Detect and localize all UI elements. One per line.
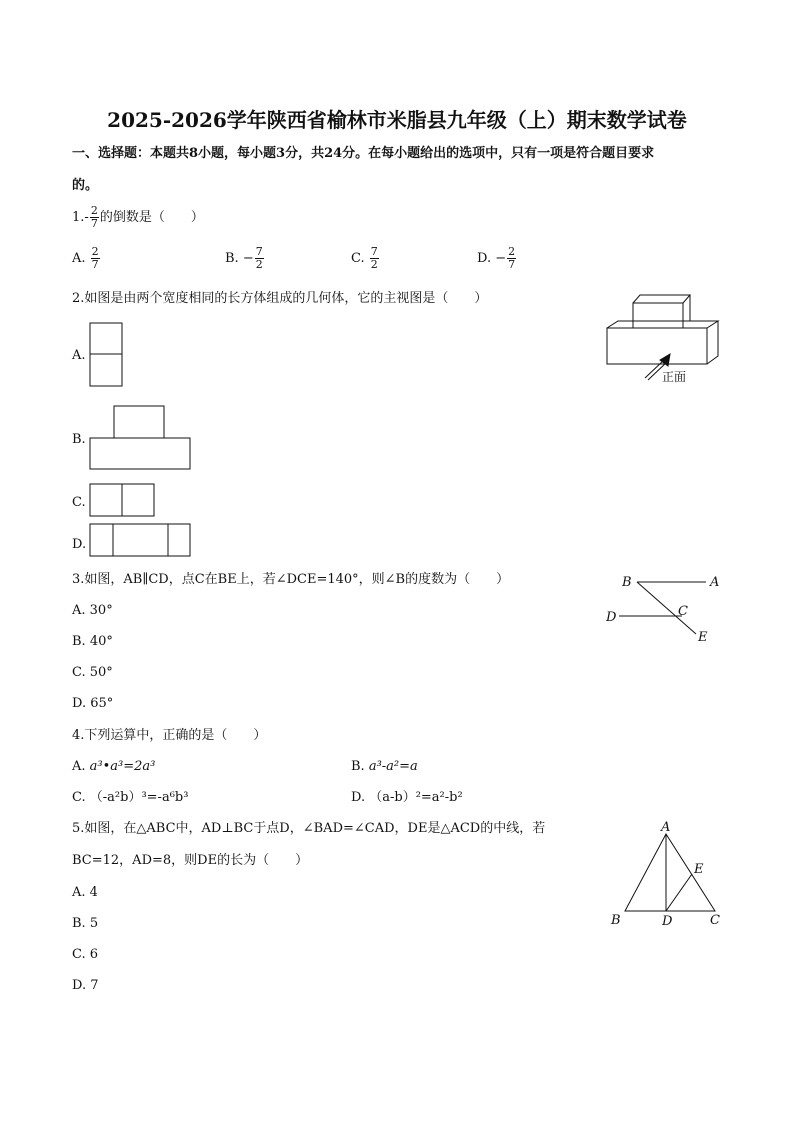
point-c-label: C xyxy=(678,604,688,619)
q2-option-a-label[interactable]: A. xyxy=(72,348,86,363)
question-1-stem xyxy=(72,205,204,230)
option-text: （-a²b）³=-a⁶b³ xyxy=(89,790,189,805)
option-label: D. xyxy=(477,251,492,266)
q4-option-c[interactable] xyxy=(72,790,188,806)
q1-fraction xyxy=(90,205,99,230)
section-heading-line1: 一、选择题：本题共8小题，每小题3分，共24分。在每小题给出的选项中，只有一项是符合题目要求 xyxy=(72,146,655,161)
q1-stem-suffix: 的倒数是（ ） xyxy=(99,210,204,225)
option-label: A. xyxy=(72,251,86,266)
page-title: 2025-2026学年陕西省榆林市米脂县九年级（上）期末数学试卷 xyxy=(107,108,687,132)
option-fraction xyxy=(507,246,516,271)
option-text: a³•a³=2a³ xyxy=(89,759,156,774)
question-5-stem-line2: BC=12，AD=8，则DE的长为（ ） xyxy=(72,853,309,868)
option-sign: − xyxy=(242,251,254,266)
frac-den: 7 xyxy=(91,258,99,271)
option-text: （a-b）²=a²-b² xyxy=(369,790,463,805)
q1-number: 1. xyxy=(72,210,85,225)
q4-option-a[interactable] xyxy=(72,759,155,775)
option-sign: − xyxy=(495,251,507,266)
point-d-label: D xyxy=(662,914,673,929)
frac-num: 7 xyxy=(370,245,378,258)
point-a-label: A xyxy=(661,820,671,835)
frac-den: 2 xyxy=(370,258,378,271)
front-view-label: 正面 xyxy=(662,370,687,384)
option-label: B. xyxy=(351,759,365,774)
q2-option-b-figure[interactable] xyxy=(89,405,193,471)
option-label: C. xyxy=(351,251,365,266)
point-c-label: C xyxy=(710,913,720,928)
q5-option-b[interactable]: B. 5 xyxy=(72,916,99,931)
frac-num: 2 xyxy=(508,245,516,258)
q3-option-c[interactable]: C. 50° xyxy=(72,665,113,680)
q4-option-b[interactable] xyxy=(351,759,418,775)
q3-figure xyxy=(598,570,728,646)
option-label: C. xyxy=(72,790,86,805)
q3-option-b[interactable]: B. 40° xyxy=(72,634,113,649)
q2-option-c-figure[interactable] xyxy=(89,483,157,519)
q1-frac-den: 7 xyxy=(90,217,98,230)
q1-option-b[interactable] xyxy=(225,246,265,271)
question-3-stem: 3.如图，AB∥CD，点C在BE上，若∠DCE=140°，则∠B的度数为（ ） xyxy=(72,572,510,587)
option-fraction xyxy=(91,246,100,271)
frac-den: 7 xyxy=(508,258,516,271)
option-text: a³-a²=a xyxy=(368,759,418,774)
point-b-label: B xyxy=(622,575,632,590)
frac-num: 7 xyxy=(255,245,263,258)
q5-option-a[interactable]: A. 4 xyxy=(72,885,98,900)
q2-option-a-figure[interactable] xyxy=(89,322,125,388)
q1-option-c[interactable] xyxy=(351,246,380,271)
option-label: A. xyxy=(72,759,86,774)
q1-option-d[interactable] xyxy=(477,246,517,271)
frac-den: 2 xyxy=(255,258,263,271)
q5-option-d[interactable]: D. 7 xyxy=(72,978,99,993)
point-e-label: E xyxy=(694,862,704,877)
point-e-label: E xyxy=(698,630,708,645)
q3-option-d[interactable]: D. 65° xyxy=(72,696,114,711)
option-fraction xyxy=(255,246,264,271)
point-b-label: B xyxy=(611,913,621,928)
point-a-label: A xyxy=(710,575,720,590)
q1-option-a[interactable] xyxy=(72,246,101,271)
q2-option-d-figure[interactable] xyxy=(89,523,193,559)
q5-option-c[interactable]: C. 6 xyxy=(72,947,99,962)
top-box-front xyxy=(633,303,683,328)
q3-option-a[interactable]: A. 30° xyxy=(72,603,113,618)
question-5-stem-line1: 5.如图，在△ABC中，AD⊥BC于点D，∠BAD=∠CAD，DE是△ACD的中线，若 xyxy=(72,821,546,836)
section-heading-line2: 的。 xyxy=(72,178,99,193)
q1-sign: - xyxy=(84,210,89,225)
bottom-box-top xyxy=(607,321,718,328)
q2-solid-figure xyxy=(600,288,730,388)
q1-frac-num: 2 xyxy=(90,204,98,217)
option-label: D. xyxy=(351,790,366,805)
segment-de xyxy=(666,874,692,911)
q4-option-d[interactable] xyxy=(351,790,463,806)
option-label: B. xyxy=(225,251,239,266)
question-4-stem: 4.下列运算中，正确的是（ ） xyxy=(72,728,267,743)
q2-option-b-label[interactable]: B. xyxy=(72,432,86,447)
top-box-top xyxy=(633,295,690,303)
bottom-box-front xyxy=(607,328,707,364)
q2-option-c-label[interactable]: C. xyxy=(72,495,86,510)
frac-num: 2 xyxy=(91,245,99,258)
q2-option-d-label[interactable]: D. xyxy=(72,537,87,552)
point-d-label: D xyxy=(606,610,617,625)
q5-triangle-figure xyxy=(608,820,728,932)
option-fraction xyxy=(370,246,379,271)
question-2-stem: 2.如图是由两个宽度相同的长方体组成的几何体，它的主视图是（ ） xyxy=(72,291,488,306)
